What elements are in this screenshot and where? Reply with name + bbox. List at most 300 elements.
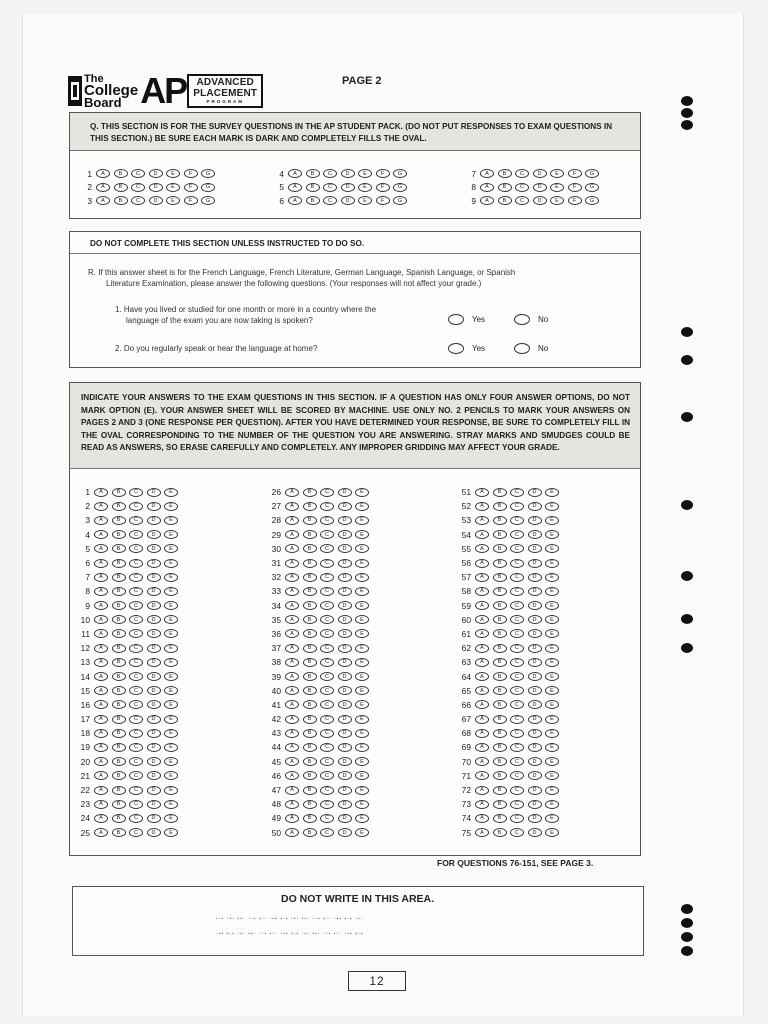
answer-bubble-d[interactable]: D: [528, 743, 542, 752]
answer-bubble-c[interactable]: C: [515, 169, 529, 178]
answer-bubble-c[interactable]: C: [510, 559, 524, 568]
answer-bubble-b[interactable]: B: [112, 559, 126, 568]
answer-bubble-d[interactable]: D: [147, 672, 161, 681]
answer-bubble-a[interactable]: A: [94, 615, 108, 624]
answer-bubble-a[interactable]: A: [94, 502, 108, 511]
answer-bubble-g[interactable]: G: [201, 196, 215, 205]
answer-bubble-a[interactable]: A: [94, 828, 108, 837]
answer-bubble-c[interactable]: C: [510, 601, 524, 610]
answer-bubble-c[interactable]: C: [131, 169, 145, 178]
answer-bubble-d[interactable]: D: [338, 544, 352, 553]
answer-bubble-b[interactable]: B: [303, 644, 317, 653]
answer-bubble-c[interactable]: C: [320, 587, 334, 596]
answer-bubble-e[interactable]: E: [164, 658, 178, 667]
answer-bubble-f[interactable]: F: [184, 169, 198, 178]
answer-bubble-c[interactable]: C: [515, 196, 529, 205]
answer-bubble-b[interactable]: B: [112, 814, 126, 823]
answer-bubble-b[interactable]: B: [112, 516, 126, 525]
answer-bubble-c[interactable]: C: [320, 516, 334, 525]
answer-bubble-a[interactable]: A: [475, 771, 489, 780]
answer-bubble-e[interactable]: E: [355, 644, 369, 653]
answer-bubble-a[interactable]: A: [94, 573, 108, 582]
answer-bubble-c[interactable]: C: [510, 644, 524, 653]
q1-no-oval[interactable]: [514, 314, 530, 325]
answer-bubble-f[interactable]: F: [376, 169, 390, 178]
answer-bubble-b[interactable]: B: [112, 800, 126, 809]
answer-bubble-a[interactable]: A: [475, 601, 489, 610]
answer-bubble-e[interactable]: E: [164, 502, 178, 511]
answer-bubble-e[interactable]: E: [545, 615, 559, 624]
answer-bubble-b[interactable]: B: [493, 502, 507, 511]
answer-bubble-c[interactable]: C: [129, 800, 143, 809]
answer-bubble-a[interactable]: A: [285, 757, 299, 766]
answer-bubble-e[interactable]: E: [164, 587, 178, 596]
answer-bubble-a[interactable]: A: [285, 615, 299, 624]
answer-bubble-a[interactable]: A: [94, 672, 108, 681]
answer-bubble-a[interactable]: A: [480, 196, 494, 205]
answer-bubble-e[interactable]: E: [164, 672, 178, 681]
answer-bubble-a[interactable]: A: [285, 771, 299, 780]
answer-bubble-c[interactable]: C: [510, 828, 524, 837]
answer-bubble-d[interactable]: D: [338, 601, 352, 610]
answer-bubble-g[interactable]: G: [585, 196, 599, 205]
answer-bubble-e[interactable]: E: [545, 629, 559, 638]
answer-bubble-c[interactable]: C: [510, 814, 524, 823]
answer-bubble-c[interactable]: C: [510, 502, 524, 511]
answer-bubble-a[interactable]: A: [285, 488, 299, 497]
answer-bubble-f[interactable]: F: [568, 169, 582, 178]
answer-bubble-e[interactable]: E: [355, 771, 369, 780]
answer-bubble-d[interactable]: D: [528, 800, 542, 809]
answer-bubble-d[interactable]: D: [338, 715, 352, 724]
answer-bubble-a[interactable]: A: [475, 587, 489, 596]
answer-bubble-d[interactable]: D: [338, 757, 352, 766]
answer-bubble-c[interactable]: C: [129, 629, 143, 638]
answer-bubble-a[interactable]: A: [285, 729, 299, 738]
answer-bubble-d[interactable]: D: [338, 658, 352, 667]
answer-bubble-d[interactable]: D: [528, 686, 542, 695]
answer-bubble-c[interactable]: C: [129, 814, 143, 823]
answer-bubble-b[interactable]: B: [112, 615, 126, 624]
answer-bubble-b[interactable]: B: [493, 828, 507, 837]
answer-bubble-b[interactable]: B: [493, 658, 507, 667]
answer-bubble-a[interactable]: A: [94, 629, 108, 638]
answer-bubble-c[interactable]: C: [129, 743, 143, 752]
answer-bubble-c[interactable]: C: [320, 629, 334, 638]
answer-bubble-e[interactable]: E: [355, 516, 369, 525]
answer-bubble-c[interactable]: C: [320, 658, 334, 667]
answer-bubble-d[interactable]: D: [338, 644, 352, 653]
answer-bubble-d[interactable]: D: [147, 601, 161, 610]
answer-bubble-d[interactable]: D: [149, 196, 163, 205]
answer-bubble-e[interactable]: E: [164, 488, 178, 497]
answer-bubble-a[interactable]: A: [475, 559, 489, 568]
answer-bubble-b[interactable]: B: [303, 559, 317, 568]
answer-bubble-d[interactable]: D: [149, 169, 163, 178]
answer-bubble-d[interactable]: D: [533, 169, 547, 178]
answer-bubble-d[interactable]: D: [147, 488, 161, 497]
answer-bubble-c[interactable]: C: [320, 828, 334, 837]
answer-bubble-a[interactable]: A: [285, 800, 299, 809]
answer-bubble-c[interactable]: C: [129, 672, 143, 681]
answer-bubble-e[interactable]: E: [550, 196, 564, 205]
answer-bubble-b[interactable]: B: [114, 183, 128, 192]
answer-bubble-c[interactable]: C: [129, 686, 143, 695]
answer-bubble-d[interactable]: D: [528, 700, 542, 709]
answer-bubble-e[interactable]: E: [545, 601, 559, 610]
answer-bubble-c[interactable]: C: [510, 587, 524, 596]
answer-bubble-e[interactable]: E: [355, 502, 369, 511]
answer-bubble-e[interactable]: E: [545, 573, 559, 582]
answer-bubble-b[interactable]: B: [493, 700, 507, 709]
answer-bubble-a[interactable]: A: [475, 715, 489, 724]
answer-bubble-a[interactable]: A: [285, 700, 299, 709]
answer-bubble-d[interactable]: D: [147, 814, 161, 823]
answer-bubble-d[interactable]: D: [528, 814, 542, 823]
answer-bubble-d[interactable]: D: [338, 559, 352, 568]
answer-bubble-a[interactable]: A: [94, 814, 108, 823]
answer-bubble-c[interactable]: C: [323, 183, 337, 192]
answer-bubble-d[interactable]: D: [147, 559, 161, 568]
answer-bubble-b[interactable]: B: [303, 800, 317, 809]
answer-bubble-a[interactable]: A: [285, 573, 299, 582]
answer-bubble-a[interactable]: A: [475, 516, 489, 525]
answer-bubble-d[interactable]: D: [147, 658, 161, 667]
answer-bubble-c[interactable]: C: [129, 771, 143, 780]
answer-bubble-e[interactable]: E: [355, 629, 369, 638]
answer-bubble-c[interactable]: C: [129, 516, 143, 525]
answer-bubble-b[interactable]: B: [303, 757, 317, 766]
answer-bubble-c[interactable]: C: [129, 615, 143, 624]
answer-bubble-a[interactable]: A: [94, 658, 108, 667]
answer-bubble-b[interactable]: B: [303, 686, 317, 695]
answer-bubble-e[interactable]: E: [545, 644, 559, 653]
answer-bubble-b[interactable]: B: [114, 196, 128, 205]
answer-bubble-b[interactable]: B: [112, 587, 126, 596]
answer-bubble-d[interactable]: D: [528, 544, 542, 553]
answer-bubble-d[interactable]: D: [147, 715, 161, 724]
answer-bubble-c[interactable]: C: [129, 587, 143, 596]
answer-bubble-b[interactable]: B: [303, 488, 317, 497]
answer-bubble-a[interactable]: A: [285, 743, 299, 752]
answer-bubble-b[interactable]: B: [493, 729, 507, 738]
answer-bubble-b[interactable]: B: [493, 629, 507, 638]
answer-bubble-a[interactable]: A: [475, 502, 489, 511]
answer-bubble-b[interactable]: B: [303, 771, 317, 780]
answer-bubble-a[interactable]: A: [285, 786, 299, 795]
answer-bubble-c[interactable]: C: [129, 729, 143, 738]
answer-bubble-c[interactable]: C: [129, 700, 143, 709]
answer-bubble-a[interactable]: A: [475, 644, 489, 653]
answer-bubble-d[interactable]: D: [147, 516, 161, 525]
answer-bubble-e[interactable]: E: [164, 644, 178, 653]
answer-bubble-d[interactable]: D: [528, 672, 542, 681]
answer-bubble-b[interactable]: B: [498, 183, 512, 192]
answer-bubble-c[interactable]: C: [129, 757, 143, 766]
answer-bubble-b[interactable]: B: [493, 488, 507, 497]
answer-bubble-e[interactable]: E: [355, 587, 369, 596]
answer-bubble-b[interactable]: B: [112, 601, 126, 610]
answer-bubble-c[interactable]: C: [510, 658, 524, 667]
answer-bubble-c[interactable]: C: [320, 559, 334, 568]
answer-bubble-d[interactable]: D: [533, 196, 547, 205]
answer-bubble-e[interactable]: E: [355, 672, 369, 681]
answer-bubble-e[interactable]: E: [545, 814, 559, 823]
answer-bubble-a[interactable]: A: [94, 686, 108, 695]
answer-bubble-b[interactable]: B: [493, 601, 507, 610]
answer-bubble-a[interactable]: A: [285, 559, 299, 568]
answer-bubble-e[interactable]: E: [164, 700, 178, 709]
answer-bubble-e[interactable]: E: [355, 814, 369, 823]
answer-bubble-a[interactable]: A: [475, 544, 489, 553]
answer-bubble-e[interactable]: E: [355, 800, 369, 809]
answer-bubble-e[interactable]: E: [358, 169, 372, 178]
answer-bubble-d[interactable]: D: [147, 729, 161, 738]
answer-bubble-e[interactable]: E: [545, 502, 559, 511]
answer-bubble-d[interactable]: D: [147, 573, 161, 582]
answer-bubble-b[interactable]: B: [303, 828, 317, 837]
answer-bubble-g[interactable]: G: [393, 183, 407, 192]
answer-bubble-b[interactable]: B: [493, 814, 507, 823]
answer-bubble-d[interactable]: D: [528, 573, 542, 582]
answer-bubble-d[interactable]: D: [338, 516, 352, 525]
answer-bubble-b[interactable]: B: [493, 786, 507, 795]
answer-bubble-b[interactable]: B: [112, 488, 126, 497]
answer-bubble-e[interactable]: E: [355, 488, 369, 497]
answer-bubble-a[interactable]: A: [94, 544, 108, 553]
answer-bubble-b[interactable]: B: [112, 700, 126, 709]
answer-bubble-d[interactable]: D: [338, 729, 352, 738]
answer-bubble-d[interactable]: D: [147, 743, 161, 752]
answer-bubble-c[interactable]: C: [320, 488, 334, 497]
answer-bubble-e[interactable]: E: [545, 757, 559, 766]
answer-bubble-b[interactable]: B: [303, 786, 317, 795]
answer-bubble-b[interactable]: B: [303, 601, 317, 610]
answer-bubble-g[interactable]: G: [585, 183, 599, 192]
answer-bubble-c[interactable]: C: [320, 615, 334, 624]
answer-bubble-d[interactable]: D: [528, 516, 542, 525]
answer-bubble-a[interactable]: A: [285, 644, 299, 653]
answer-bubble-b[interactable]: B: [303, 672, 317, 681]
answer-bubble-a[interactable]: A: [96, 169, 110, 178]
answer-bubble-a[interactable]: A: [285, 715, 299, 724]
answer-bubble-a[interactable]: A: [285, 828, 299, 837]
answer-bubble-b[interactable]: B: [112, 573, 126, 582]
answer-bubble-e[interactable]: E: [164, 601, 178, 610]
answer-bubble-e[interactable]: E: [358, 183, 372, 192]
answer-bubble-c[interactable]: C: [129, 786, 143, 795]
answer-bubble-g[interactable]: G: [393, 196, 407, 205]
answer-bubble-a[interactable]: A: [94, 800, 108, 809]
answer-bubble-b[interactable]: B: [112, 658, 126, 667]
answer-bubble-b[interactable]: B: [303, 814, 317, 823]
answer-bubble-c[interactable]: C: [510, 516, 524, 525]
answer-bubble-f[interactable]: F: [184, 183, 198, 192]
answer-bubble-c[interactable]: C: [510, 488, 524, 497]
answer-bubble-d[interactable]: D: [528, 729, 542, 738]
answer-bubble-b[interactable]: B: [303, 658, 317, 667]
answer-bubble-a[interactable]: A: [94, 757, 108, 766]
answer-bubble-d[interactable]: D: [528, 644, 542, 653]
answer-bubble-e[interactable]: E: [164, 516, 178, 525]
answer-bubble-d[interactable]: D: [528, 658, 542, 667]
answer-bubble-c[interactable]: C: [131, 183, 145, 192]
answer-bubble-a[interactable]: A: [475, 615, 489, 624]
answer-bubble-c[interactable]: C: [320, 814, 334, 823]
answer-bubble-e[interactable]: E: [545, 786, 559, 795]
answer-bubble-d[interactable]: D: [338, 771, 352, 780]
answer-bubble-e[interactable]: E: [545, 771, 559, 780]
answer-bubble-c[interactable]: C: [129, 544, 143, 553]
answer-bubble-a[interactable]: A: [475, 488, 489, 497]
answer-bubble-c[interactable]: C: [129, 488, 143, 497]
answer-bubble-d[interactable]: D: [147, 757, 161, 766]
answer-bubble-a[interactable]: A: [285, 629, 299, 638]
answer-bubble-c[interactable]: C: [320, 601, 334, 610]
answer-bubble-d[interactable]: D: [341, 183, 355, 192]
answer-bubble-a[interactable]: A: [94, 771, 108, 780]
answer-bubble-b[interactable]: B: [303, 502, 317, 511]
answer-bubble-c[interactable]: C: [510, 700, 524, 709]
answer-bubble-e[interactable]: E: [164, 743, 178, 752]
answer-bubble-c[interactable]: C: [129, 530, 143, 539]
answer-bubble-a[interactable]: A: [285, 686, 299, 695]
answer-bubble-d[interactable]: D: [528, 615, 542, 624]
answer-bubble-d[interactable]: D: [147, 771, 161, 780]
answer-bubble-d[interactable]: D: [528, 828, 542, 837]
answer-bubble-d[interactable]: D: [528, 757, 542, 766]
answer-bubble-d[interactable]: D: [338, 488, 352, 497]
answer-bubble-b[interactable]: B: [112, 786, 126, 795]
answer-bubble-a[interactable]: A: [96, 196, 110, 205]
answer-bubble-d[interactable]: D: [147, 502, 161, 511]
answer-bubble-e[interactable]: E: [545, 729, 559, 738]
answer-bubble-b[interactable]: B: [303, 629, 317, 638]
answer-bubble-c[interactable]: C: [510, 672, 524, 681]
answer-bubble-b[interactable]: B: [498, 169, 512, 178]
answer-bubble-c[interactable]: C: [510, 544, 524, 553]
answer-bubble-c[interactable]: C: [129, 559, 143, 568]
answer-bubble-c[interactable]: C: [510, 771, 524, 780]
answer-bubble-e[interactable]: E: [545, 544, 559, 553]
answer-bubble-b[interactable]: B: [493, 800, 507, 809]
answer-bubble-e[interactable]: E: [355, 658, 369, 667]
answer-bubble-b[interactable]: B: [303, 729, 317, 738]
answer-bubble-c[interactable]: C: [323, 196, 337, 205]
answer-bubble-d[interactable]: D: [149, 183, 163, 192]
answer-bubble-a[interactable]: A: [285, 530, 299, 539]
answer-bubble-e[interactable]: E: [355, 743, 369, 752]
answer-bubble-c[interactable]: C: [320, 544, 334, 553]
answer-bubble-d[interactable]: D: [147, 530, 161, 539]
answer-bubble-b[interactable]: B: [493, 715, 507, 724]
answer-bubble-a[interactable]: A: [285, 601, 299, 610]
answer-bubble-e[interactable]: E: [545, 559, 559, 568]
answer-bubble-a[interactable]: A: [475, 743, 489, 752]
answer-bubble-e[interactable]: E: [545, 587, 559, 596]
answer-bubble-d[interactable]: D: [147, 700, 161, 709]
answer-bubble-e[interactable]: E: [164, 573, 178, 582]
answer-bubble-c[interactable]: C: [510, 729, 524, 738]
answer-bubble-a[interactable]: A: [285, 672, 299, 681]
answer-bubble-a[interactable]: A: [94, 786, 108, 795]
answer-bubble-c[interactable]: C: [129, 828, 143, 837]
answer-bubble-a[interactable]: A: [285, 544, 299, 553]
answer-bubble-b[interactable]: B: [112, 644, 126, 653]
answer-bubble-b[interactable]: B: [306, 169, 320, 178]
answer-bubble-a[interactable]: A: [285, 587, 299, 596]
answer-bubble-c[interactable]: C: [320, 800, 334, 809]
answer-bubble-d[interactable]: D: [338, 587, 352, 596]
answer-bubble-a[interactable]: A: [475, 814, 489, 823]
answer-bubble-e[interactable]: E: [545, 686, 559, 695]
answer-bubble-d[interactable]: D: [147, 686, 161, 695]
answer-bubble-d[interactable]: D: [528, 786, 542, 795]
answer-bubble-b[interactable]: B: [112, 672, 126, 681]
answer-bubble-c[interactable]: C: [320, 757, 334, 766]
answer-bubble-d[interactable]: D: [528, 502, 542, 511]
answer-bubble-f[interactable]: F: [568, 183, 582, 192]
answer-bubble-c[interactable]: C: [129, 601, 143, 610]
answer-bubble-a[interactable]: A: [475, 828, 489, 837]
answer-bubble-d[interactable]: D: [528, 629, 542, 638]
answer-bubble-c[interactable]: C: [320, 686, 334, 695]
answer-bubble-a[interactable]: A: [475, 800, 489, 809]
answer-bubble-e[interactable]: E: [355, 573, 369, 582]
answer-bubble-a[interactable]: A: [475, 686, 489, 695]
answer-bubble-b[interactable]: B: [112, 502, 126, 511]
answer-bubble-d[interactable]: D: [338, 629, 352, 638]
answer-bubble-e[interactable]: E: [164, 615, 178, 624]
answer-bubble-d[interactable]: D: [528, 771, 542, 780]
answer-bubble-e[interactable]: E: [164, 786, 178, 795]
answer-bubble-c[interactable]: C: [320, 644, 334, 653]
answer-bubble-d[interactable]: D: [528, 488, 542, 497]
answer-bubble-a[interactable]: A: [285, 502, 299, 511]
answer-bubble-b[interactable]: B: [303, 715, 317, 724]
answer-bubble-a[interactable]: A: [94, 587, 108, 596]
answer-bubble-a[interactable]: A: [94, 488, 108, 497]
answer-bubble-a[interactable]: A: [475, 629, 489, 638]
answer-bubble-a[interactable]: A: [94, 743, 108, 752]
answer-bubble-c[interactable]: C: [510, 686, 524, 695]
answer-bubble-c[interactable]: C: [510, 715, 524, 724]
answer-bubble-b[interactable]: B: [498, 196, 512, 205]
answer-bubble-c[interactable]: C: [129, 715, 143, 724]
answer-bubble-d[interactable]: D: [338, 672, 352, 681]
answer-bubble-d[interactable]: D: [338, 828, 352, 837]
answer-bubble-b[interactable]: B: [306, 196, 320, 205]
answer-bubble-e[interactable]: E: [545, 658, 559, 667]
answer-bubble-d[interactable]: D: [528, 530, 542, 539]
answer-bubble-e[interactable]: E: [355, 700, 369, 709]
answer-bubble-d[interactable]: D: [147, 629, 161, 638]
answer-bubble-b[interactable]: B: [303, 743, 317, 752]
answer-bubble-d[interactable]: D: [338, 686, 352, 695]
answer-bubble-e[interactable]: E: [355, 559, 369, 568]
answer-bubble-b[interactable]: B: [112, 715, 126, 724]
answer-bubble-c[interactable]: C: [510, 757, 524, 766]
answer-bubble-e[interactable]: E: [355, 544, 369, 553]
answer-bubble-b[interactable]: B: [303, 516, 317, 525]
answer-bubble-c[interactable]: C: [320, 786, 334, 795]
answer-bubble-e[interactable]: E: [358, 196, 372, 205]
answer-bubble-a[interactable]: A: [480, 183, 494, 192]
answer-bubble-b[interactable]: B: [303, 587, 317, 596]
answer-bubble-b[interactable]: B: [112, 729, 126, 738]
answer-bubble-c[interactable]: C: [129, 502, 143, 511]
answer-bubble-e[interactable]: E: [355, 530, 369, 539]
